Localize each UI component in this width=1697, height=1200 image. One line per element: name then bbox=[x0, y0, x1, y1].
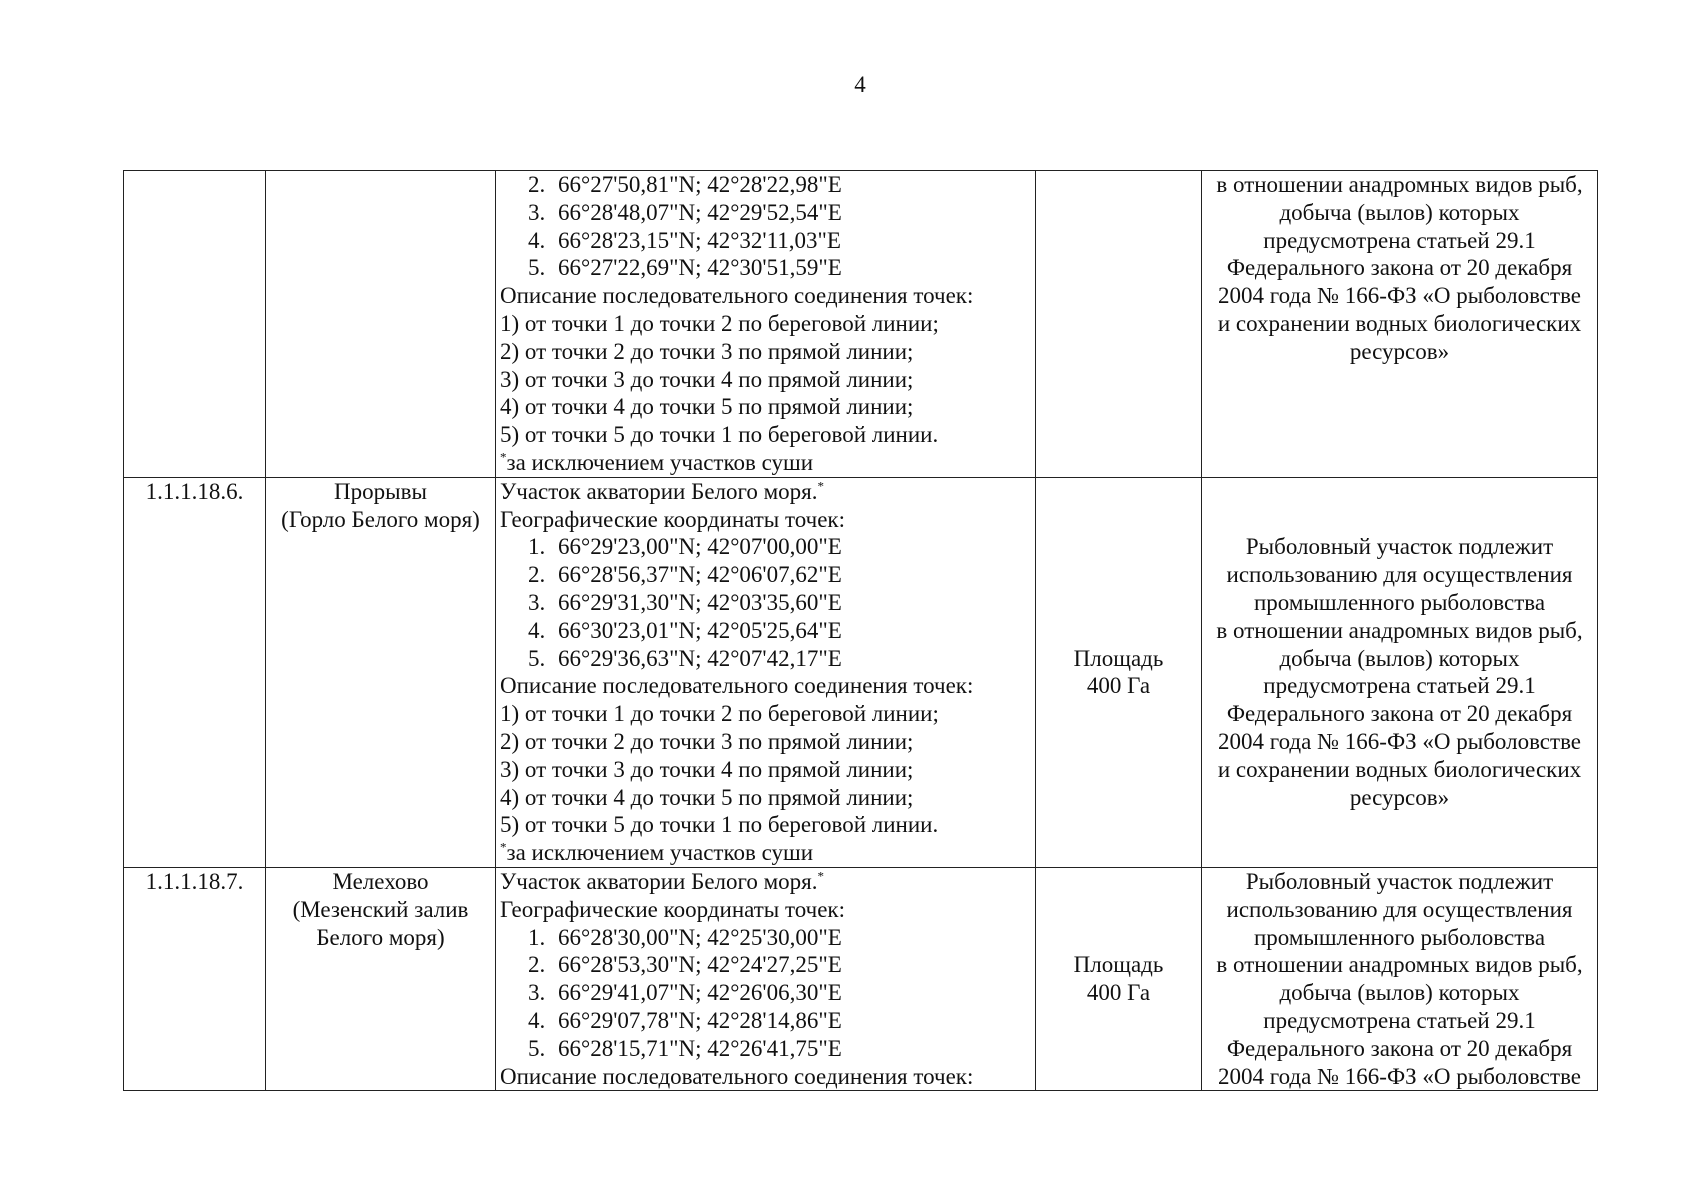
table-row bbox=[124, 867, 1598, 1090]
area-description-cell bbox=[496, 867, 1036, 1090]
table-row bbox=[124, 477, 1598, 867]
connection-line: 2) от точки 2 до точки 3 по прямой линии; bbox=[500, 728, 914, 754]
connection-line: 2) от точки 2 до точки 3 по прямой линии; bbox=[500, 338, 914, 364]
area-size-cell: Площадь 400 Га bbox=[1036, 867, 1202, 1090]
area-header: Участок акватории Белого моря.* bbox=[500, 478, 824, 504]
area-header: Участок акватории Белого моря.* bbox=[500, 868, 824, 894]
connection-line: 4) от точки 4 до точки 5 по прямой линии; bbox=[500, 784, 914, 810]
coordinate-point: 1. 66°29'23,00"N; 42°07'00,00"E bbox=[528, 534, 842, 560]
connection-title: Описание последовательного соединения точек: bbox=[500, 673, 974, 699]
connection-title: Описание последовательного соединения точек: bbox=[500, 283, 974, 309]
fishing-areas-table bbox=[123, 170, 1598, 1091]
area-description-cell bbox=[496, 171, 1036, 478]
area-size-cell bbox=[1036, 171, 1202, 478]
row-number-cell: 1.1.1.18.7. bbox=[124, 867, 266, 1090]
coordinate-point: 2. 66°28'56,37"N; 42°06'07,62"E bbox=[528, 562, 842, 588]
coordinate-point: 3. 66°29'31,30"N; 42°03'35,60"E bbox=[528, 589, 842, 615]
usage-cell: Рыболовный участок подлежит использованию для осуществления промышленного рыболовства в отношении анадромных видов рыб, добыча (вылов) которых предусмотрена статьей 29.1 Федерального закона от 20 декабря 2004 года № 166-ФЗ «О рыболовстве и сохранении водных биологических ресурсов» bbox=[1202, 477, 1598, 867]
connection-line: 3) от точки 3 до точки 4 по прямой линии; bbox=[500, 366, 914, 392]
connection-line: 1) от точки 1 до точки 2 по береговой линии; bbox=[500, 310, 939, 336]
coordinate-point: 2. 66°27'50,81"N; 42°28'22,98"E bbox=[528, 172, 842, 197]
table-row bbox=[124, 171, 1598, 478]
connection-line: 5) от точки 5 до точки 1 по береговой линии. bbox=[500, 422, 939, 448]
connection-line: 5) от точки 5 до точки 1 по береговой линии. bbox=[500, 812, 939, 838]
usage-cell: Рыболовный участок подлежит использованию для осуществления промышленного рыболовства в отношении анадромных видов рыб, добыча (вылов) которых предусмотрена статьей 29.1 Федерального закона от 20 декабря 2004 года № 166-ФЗ «О рыболовстве bbox=[1202, 867, 1598, 1090]
row-number-cell: 1.1.1.18.6. bbox=[124, 477, 266, 867]
coordinate-point: 3. 66°28'48,07"N; 42°29'52,54"E bbox=[528, 199, 842, 225]
coordinate-point: 2. 66°28'53,30"N; 42°24'27,25"E bbox=[528, 952, 842, 978]
usage-cell: в отношении анадромных видов рыб, добыча (вылов) которых предусмотрена статьей 29.1 Федерального закона от 20 декабря 2004 года № 166-ФЗ «О рыболовстве и сохранении водных биологических ресурсов» bbox=[1202, 171, 1598, 478]
coordinate-point: 3. 66°29'41,07"N; 42°26'06,30"E bbox=[528, 980, 842, 1006]
connection-line: 3) от точки 3 до точки 4 по прямой линии; bbox=[500, 756, 914, 782]
area-size-cell: Площадь 400 Га bbox=[1036, 477, 1202, 867]
coords-title: Географические координаты точек: bbox=[500, 896, 845, 922]
coordinate-point: 1. 66°28'30,00"N; 42°25'30,00"E bbox=[528, 924, 842, 950]
coordinate-point: 5. 66°27'22,69"N; 42°30'51,59"E bbox=[528, 255, 842, 281]
footnote: *за исключением участков суши bbox=[500, 449, 814, 475]
coordinate-point: 4. 66°29'07,78"N; 42°28'14,86"E bbox=[528, 1007, 842, 1033]
area-name-cell: Мелехово (Мезенский залив Белого моря) bbox=[266, 867, 496, 1090]
area-name-cell: Прорывы (Горло Белого моря) bbox=[266, 477, 496, 867]
row-number-cell bbox=[124, 171, 266, 478]
area-name-cell bbox=[266, 171, 496, 478]
coordinate-point: 4. 66°30'23,01"N; 42°05'25,64"E bbox=[528, 617, 842, 643]
coordinate-point: 5. 66°29'36,63"N; 42°07'42,17"E bbox=[528, 645, 842, 671]
coordinate-point: 5. 66°28'15,71"N; 42°26'41,75"E bbox=[528, 1035, 842, 1061]
page-number: 4 bbox=[854, 72, 866, 97]
coordinate-point: 4. 66°28'23,15"N; 42°32'11,03"E bbox=[528, 227, 841, 253]
area-description-cell bbox=[496, 477, 1036, 867]
connection-line: 4) от точки 4 до точки 5 по прямой линии; bbox=[500, 394, 914, 420]
connection-title: Описание последовательного соединения точек: bbox=[500, 1063, 974, 1089]
coords-title: Географические координаты точек: bbox=[500, 506, 845, 532]
footnote: *за исключением участков суши bbox=[500, 839, 814, 866]
connection-line: 1) от точки 1 до точки 2 по береговой линии; bbox=[500, 701, 939, 727]
